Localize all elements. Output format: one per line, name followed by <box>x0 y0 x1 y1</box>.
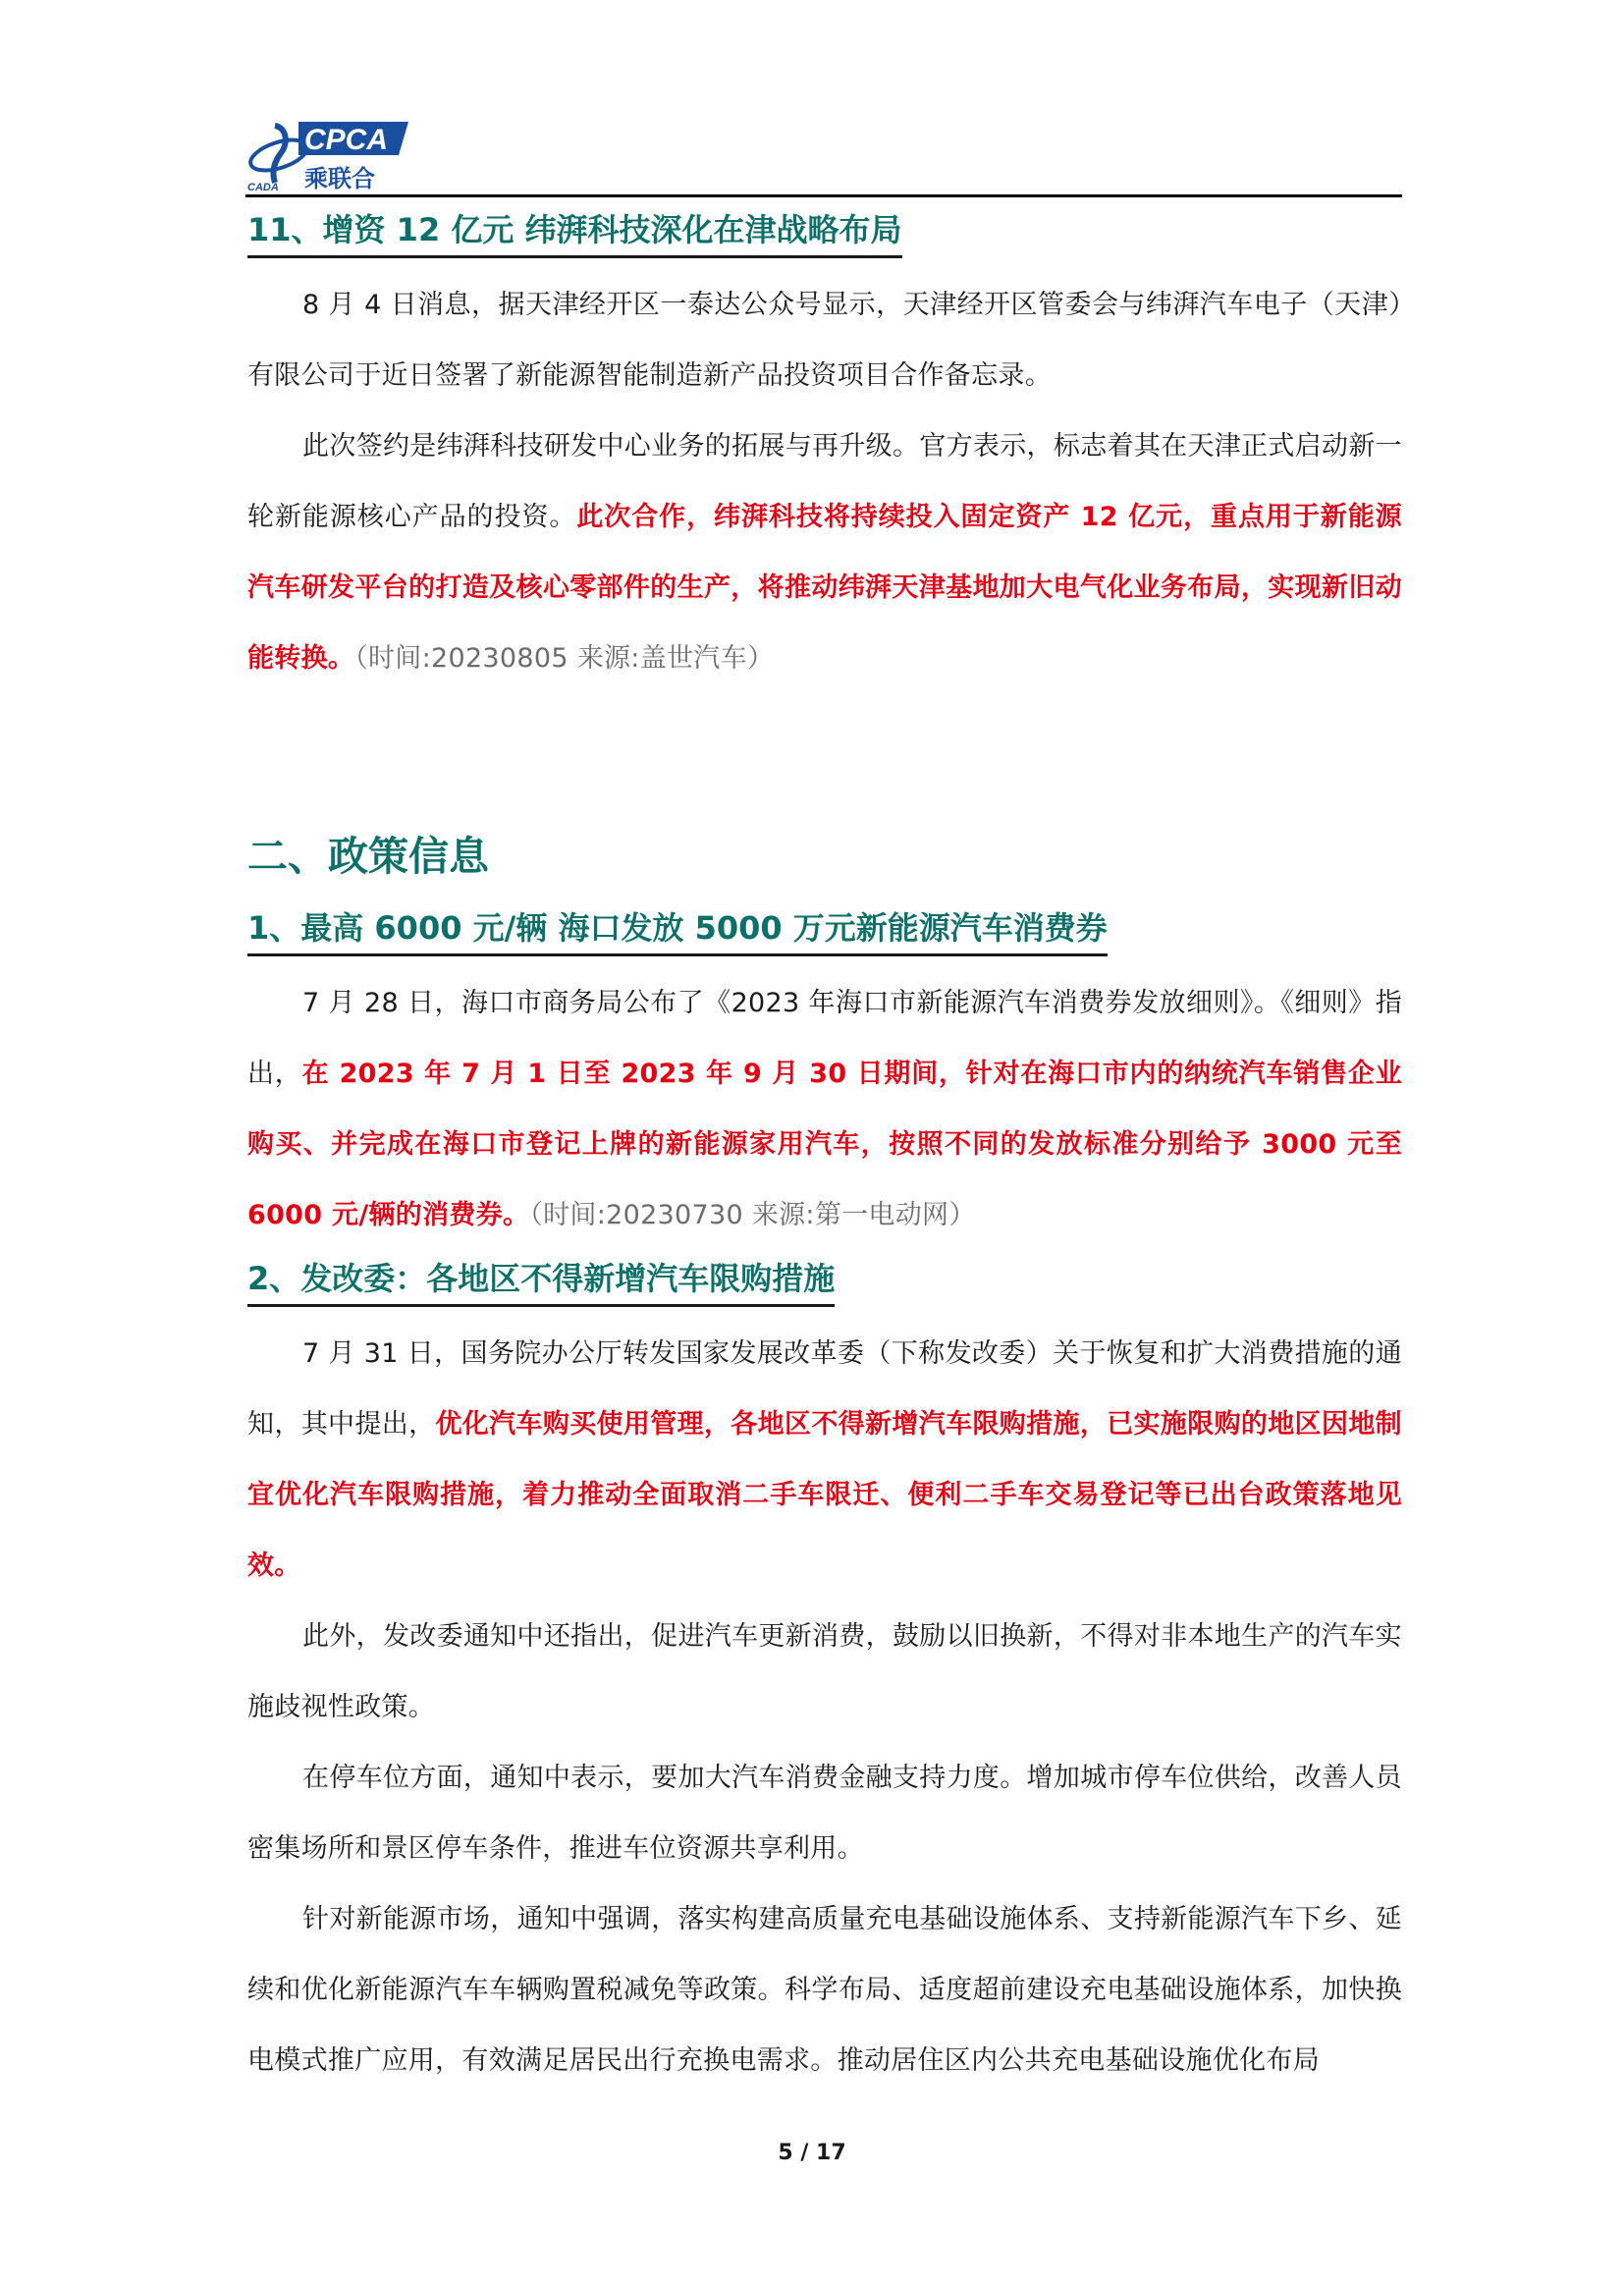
news-section-11 <box>247 204 1402 694</box>
highlight-text: 在 2023 年 7 月 1 日至 2023 年 9 月 30 日期间，针对在海口市内的纳统汽车销售企业购买、并完成在海口市登记上牌的新能源家用汽车，按照不同的发放标准分别给予 3000 元至 6000 元/辆的消费券。 <box>247 1059 1402 1230</box>
highlight-text: 优化汽车购买使用管理，各地区不得新增汽车限购措施，已实施限购的地区因地制宜优化汽车限购措施，着力推动全面取消二手车限迁、便利二手车交易登记等已出台政策落地见效。 <box>247 1409 1402 1581</box>
section-title: 1、最高 6000 元/辆 海口发放 5000 万元新能源汽车消费券 <box>247 902 1108 956</box>
svg-text:CADA: CADA <box>247 182 279 192</box>
paragraph <box>247 1319 1402 1602</box>
source-note: （时间:20230730 来源:第一电动网） <box>529 1200 976 1230</box>
paragraph: 8 月 4 日消息，据天津经开区一泰达公众号显示，天津经开区管委会与纬湃汽车电子（天津）有限公司于近日签署了新能源智能制造新产品投资项目合作备忘录。 <box>247 290 1402 391</box>
paragraph-text: 7 月 28 日，海口市商务局公布了《2023 年海口市新能源汽车消费券发放细则》。《细则》指出， <box>247 988 1402 1089</box>
chapter-policy <box>247 822 1402 891</box>
source-note: （时间:20230805 来源:盖世汽车） <box>354 643 775 674</box>
chapter-title: 二、政策信息 <box>247 833 489 880</box>
policy-section-2 <box>247 1253 1402 2096</box>
policy-section-1 <box>247 902 1402 1251</box>
page-content <box>247 196 1402 2096</box>
paragraph: 此外，发改委通知中还指出，促进汽车更新消费，鼓励以旧换新，不得对非本地生产的汽车实施歧视性政策。 <box>247 1621 1402 1722</box>
svg-text:CPCA: CPCA <box>304 124 389 156</box>
section-title: 11、增资 12 亿元 纬湃科技深化在津战略布局 <box>247 204 902 258</box>
page-header <box>245 110 1402 194</box>
cpca-logo <box>245 110 481 192</box>
paragraph-text: 此次签约是纬湃科技研发中心业务的拓展与再升级。官方表示，标志着其在天津正式启动新一轮新能源核心产品的投资。 <box>247 431 1402 532</box>
paragraph <box>247 411 1402 694</box>
section-title: 2、发改委：各地区不得新增汽车限购措施 <box>247 1253 835 1307</box>
paragraph-text: 7 月 31 日，国务院办公厅转发国家发展改革委（下称发改委）关于恢复和扩大消费措施的通知，其中提出， <box>247 1338 1402 1440</box>
page-number: 5 / 17 <box>778 2141 846 2165</box>
paragraph: 在停车位方面，通知中表示，要加大汽车消费金融支持力度。增加城市停车位供给，改善人员密集场所和景区停车条件，推进车位资源共享利用。 <box>247 1763 1402 1864</box>
paragraph <box>247 968 1402 1251</box>
highlight-text: 此次合作，纬湃科技将持续投入固定资产 12 亿元，重点用于新能源汽车研发平台的打造及核心零部件的生产，将推动纬湃天津基地加大电气化业务布局，实现新旧动能转换。 <box>247 502 1402 674</box>
paragraph: 针对新能源市场，通知中强调，落实构建高质量充电基础设施体系、支持新能源汽车下乡、延续和优化新能源汽车车辆购置税减免等政策。科学布局、适度超前建设充电基础设施体系，加快换电模式推广应用，有效满足居民出行充换电需求。推动居住区内公共充电基础设施优化布局 <box>247 1904 1402 2076</box>
svg-text:乘联合: 乘联合 <box>304 165 375 192</box>
